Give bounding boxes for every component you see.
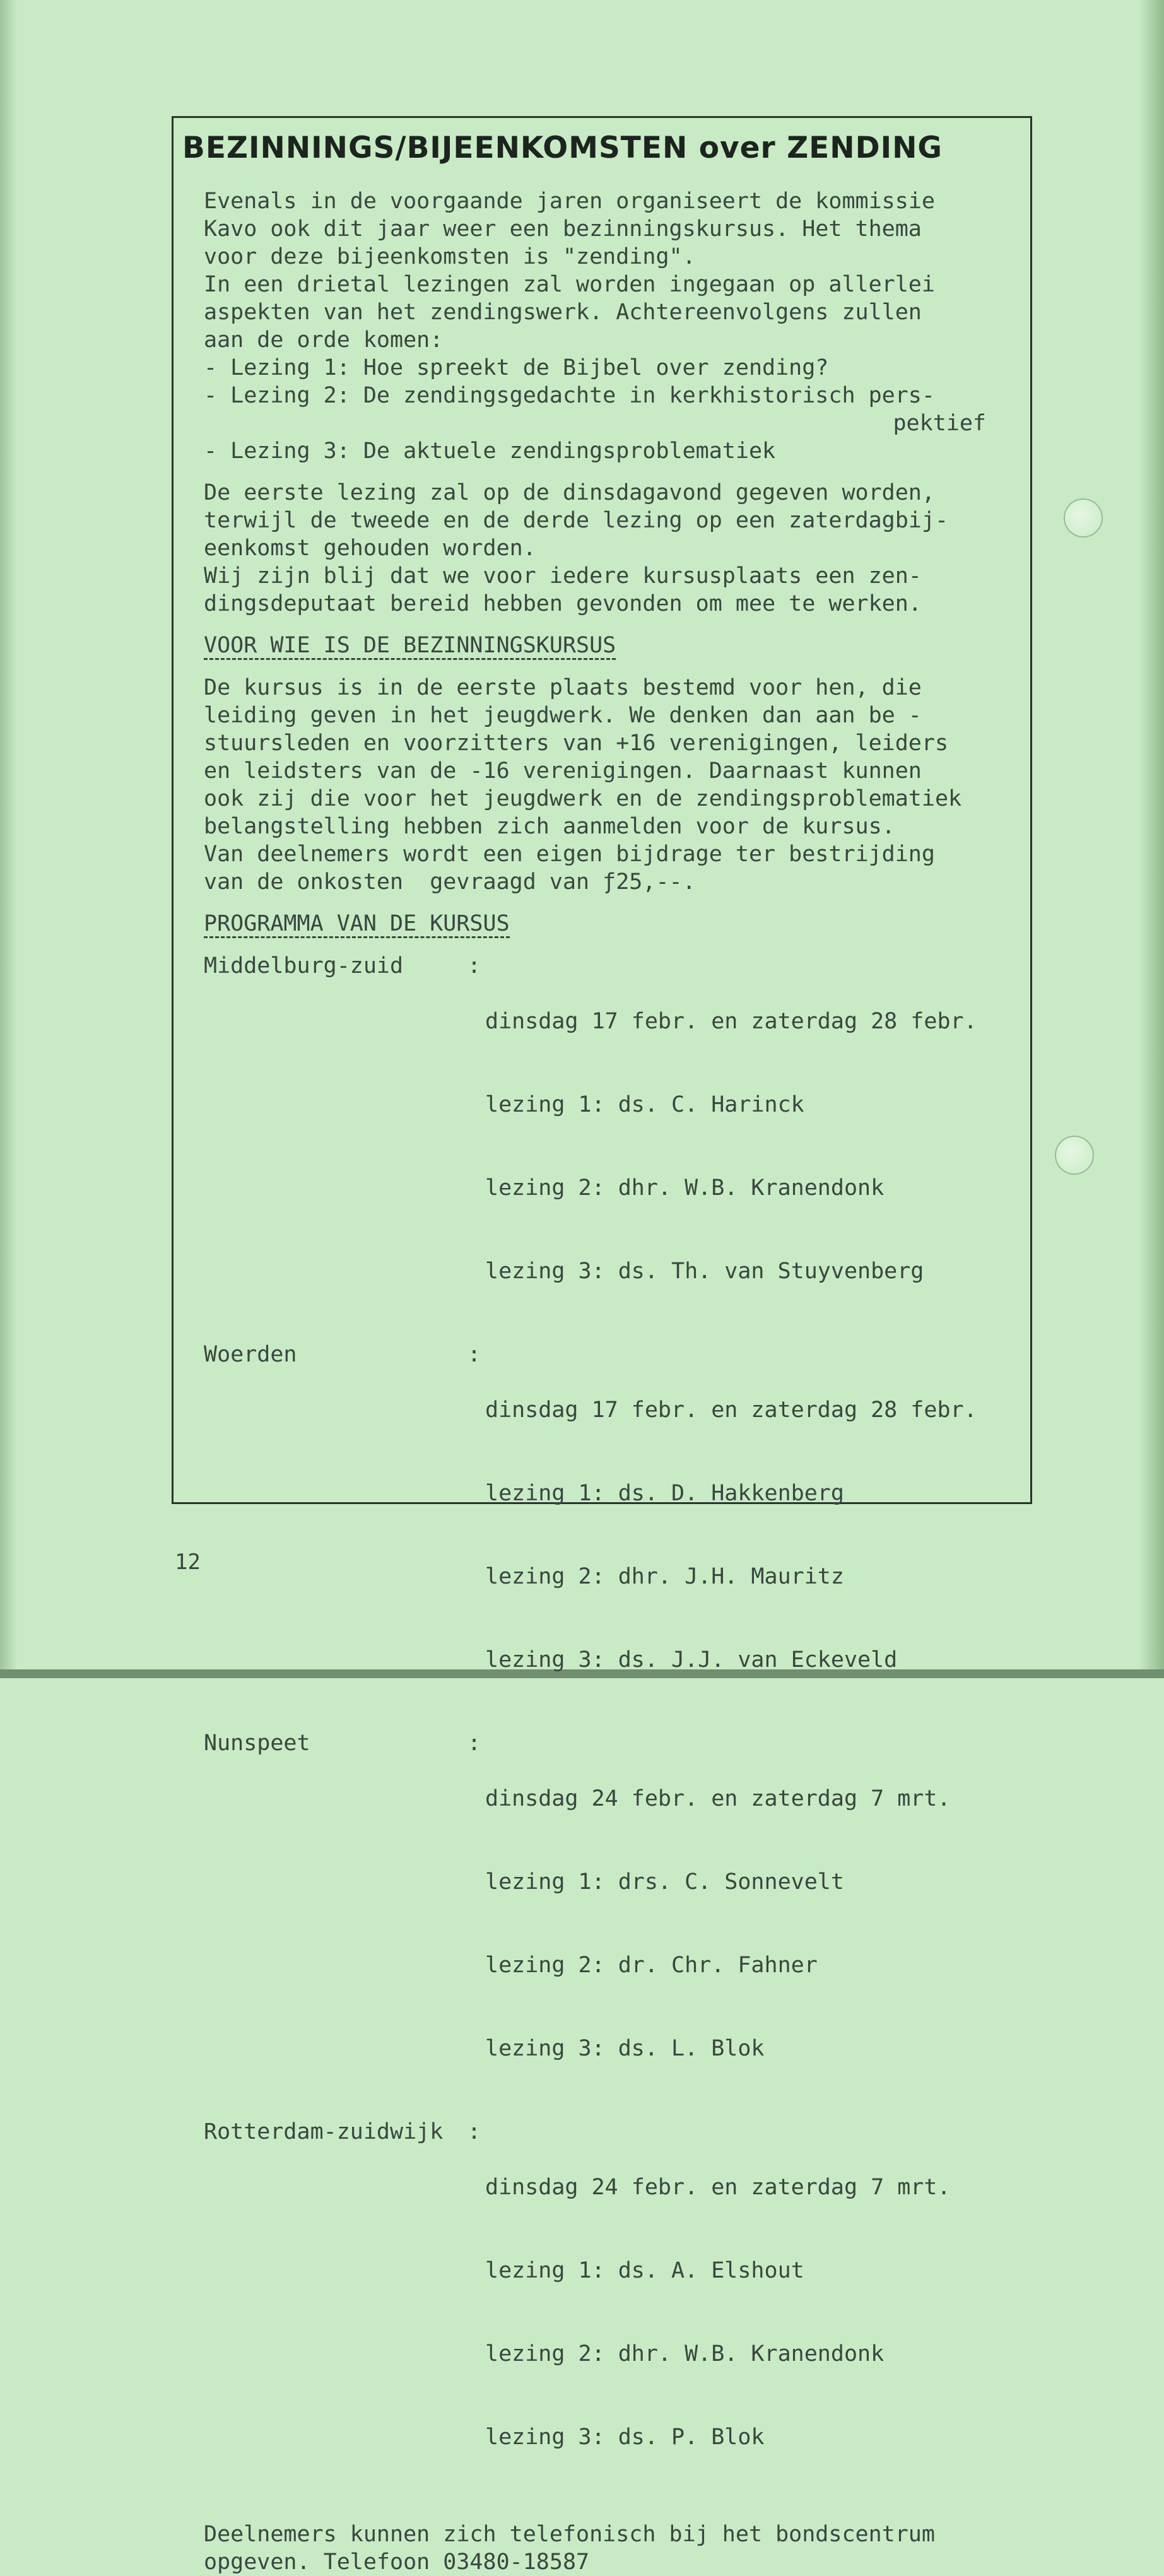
punch-hole-top xyxy=(1064,498,1103,538)
program-lecturer: lezing 1: ds. C. Harinck xyxy=(485,1092,804,1117)
lecture-item-3: - Lezing 3: De aktuele zendingsproblematiek xyxy=(204,438,776,464)
section-heading-audience: VOOR WIE IS DE BEZINNINGSKURSUS xyxy=(204,633,616,660)
title-part-1: BEZINNINGS/BIJEENKOMSTEN xyxy=(182,131,688,165)
paragraph-line: belangstelling hebben zich aanmelden voor de kursus. xyxy=(204,814,895,839)
program-entry xyxy=(204,952,1018,1341)
paragraph-line: terwijl de tweede en de derde lezing op een zaterdagbij- xyxy=(204,508,949,533)
title-part-3: ZENDING xyxy=(787,131,943,165)
program-lecturer: lezing 3: ds. J.J. van Eckeveld xyxy=(485,1647,898,1673)
program-dates: dinsdag 24 febr. en zaterdag 7 mrt. xyxy=(485,1786,951,1811)
program-colon: : xyxy=(467,1731,481,1756)
paragraph-line: De eerste lezing zal op de dinsdagavond gegeven worden, xyxy=(204,480,935,505)
intro-line: aan de orde komen: xyxy=(204,327,444,353)
program-lecturer: lezing 2: dr. Chr. Fahner xyxy=(485,1953,818,1978)
intro-line: In een drietal lezingen zal worden ingegaan op allerlei xyxy=(204,272,935,297)
closing-line: opgeven. Telefoon 03480-18587 xyxy=(204,2550,590,2575)
program-city: Middelburg-zuid xyxy=(204,953,404,979)
program-dates: dinsdag 17 febr. en zaterdag 28 febr. xyxy=(485,1397,977,1423)
article-title xyxy=(182,131,1025,165)
program-lecturer: lezing 1: ds. D. Hakkenberg xyxy=(485,1481,844,1506)
closing-line: Deelnemers kunnen zich telefonisch bij het bondscentrum xyxy=(204,2522,935,2547)
program-colon: : xyxy=(467,2119,481,2144)
punch-hole-bottom xyxy=(1055,1136,1094,1175)
program-city: Rotterdam-zuidwijk xyxy=(204,2119,444,2144)
section-heading-program: PROGRAMMA VAN DE KURSUS xyxy=(204,911,510,938)
program-entry xyxy=(204,1729,1018,2118)
program-details xyxy=(485,952,1018,1341)
paragraph-line: Van deelnemers wordt een eigen bijdrage ter bestrijding xyxy=(204,842,935,867)
paragraph-line: ook zij die voor het jeugdwerk en de zendingsproblematiek xyxy=(204,786,962,811)
program-lecturer: lezing 3: ds. Th. van Stuyvenberg xyxy=(485,1259,924,1284)
program-entry xyxy=(204,1341,1018,1729)
program-lecturer: lezing 1: ds. A. Elshout xyxy=(485,2258,804,2283)
paragraph-line: eenkomst gehouden worden. xyxy=(204,536,536,561)
program-details xyxy=(485,1341,1018,1729)
program-details xyxy=(485,2118,1018,2507)
paragraph-line: stuursleden en voorzitters van +16 verenigingen, leiders xyxy=(204,731,949,756)
program-lecturer: lezing 2: dhr. W.B. Kranendonk xyxy=(485,2341,885,2367)
lecture-item-2-continued: pektief xyxy=(893,411,986,436)
program-city: Nunspeet xyxy=(204,1731,310,1756)
program-lecturer: lezing 2: dhr. J.H. Mauritz xyxy=(485,1564,844,1589)
title-part-2: over xyxy=(698,131,776,165)
paragraph-line: en leidsters van de -16 verenigingen. Daarnaast kunnen xyxy=(204,758,922,784)
lecture-item-1: - Lezing 1: Hoe spreekt de Bijbel over zending? xyxy=(204,355,829,380)
lecture-item-2: - Lezing 2: De zendingsgedachte in kerkhistorisch pers- xyxy=(204,383,935,408)
program-entry xyxy=(204,2118,1018,2507)
program-lecturer: lezing 3: ds. P. Blok xyxy=(485,2425,765,2450)
paragraph-line: De kursus is in de eerste plaats bestemd voor hen, die xyxy=(204,675,922,700)
program-dates: dinsdag 24 febr. en zaterdag 7 mrt. xyxy=(485,2175,951,2200)
intro-line: aspekten van het zendingswerk. Achtereenvolgens zullen xyxy=(204,300,922,325)
program-lecturer: lezing 3: ds. L. Blok xyxy=(485,2036,765,2061)
program-colon: : xyxy=(467,1342,481,1367)
intro-line: Kavo ook dit jaar weer een bezinningskursus. Het thema xyxy=(204,216,922,242)
program-lecturer: lezing 1: drs. C. Sonnevelt xyxy=(485,1869,844,1895)
article-body xyxy=(204,187,1018,2576)
paragraph-line: leiding geven in het jeugdwerk. We denken dan aan be - xyxy=(204,703,922,728)
paragraph-line: dingsdeputaat bereid hebben gevonden om mee te werken. xyxy=(204,591,922,616)
page-number: 12 xyxy=(175,1550,201,1575)
paragraph-line: Wij zijn blij dat we voor iedere kursusplaats een zen- xyxy=(204,563,922,589)
intro-line: Evenals in de voorgaande jaren organiseert de kommissie xyxy=(204,189,935,214)
page-left-edge xyxy=(0,0,18,1678)
program-details xyxy=(485,1729,1018,2118)
program-colon: : xyxy=(467,953,481,979)
program-lecturer: lezing 2: dhr. W.B. Kranendonk xyxy=(485,1175,885,1201)
paragraph-line: van de onkosten gevraagd van ƒ25,--. xyxy=(204,869,696,895)
page-right-edge xyxy=(1139,0,1164,1678)
program-dates: dinsdag 17 febr. en zaterdag 28 febr. xyxy=(485,1009,977,1034)
intro-line: voor deze bijeenkomsten is "zending". xyxy=(204,244,696,269)
program-city: Woerden xyxy=(204,1342,297,1367)
